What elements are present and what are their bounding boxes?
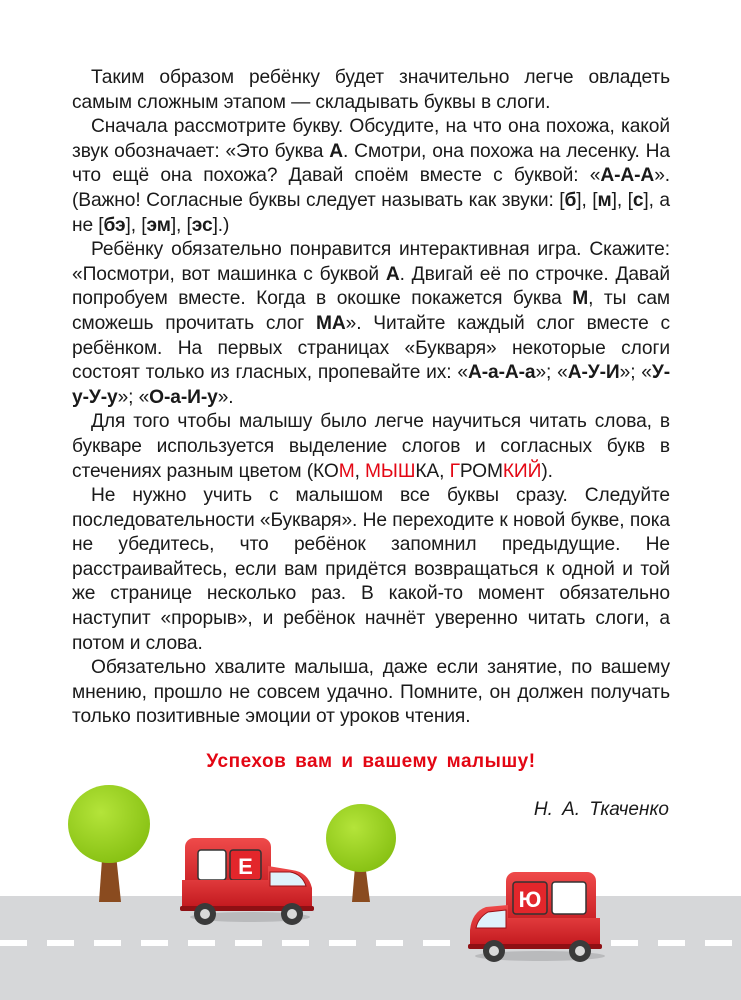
text-run: ], а не [: [72, 189, 670, 236]
paragraph-3: [72, 238, 670, 410]
text-run: ». Читайте каждый слог вместе с ребёнком. На первых страницах «Букваря» некоторые слоги состоят только из гласных, пропевайте их: «: [72, 312, 670, 384]
bold-sound: б: [564, 189, 577, 211]
paragraph-2: [72, 115, 670, 238]
tree-foliage: [326, 804, 396, 872]
bold-letter: А: [329, 140, 344, 162]
letter-car: [180, 838, 314, 925]
paragraph-5: Не нужно учить с малышом все буквы сразу. Следуйте последовательности «Букваря». Не переходите к новой букве, пока не убедитесь, что ребёнок запомнил предыдущие. Не расстраивайтесь, если вам придётся возвращаться к одной и той же странице несколько раз. В какой-то момент обязательно наступит «прорыв», и ребёнок начнёт уверенно читать слоги, а потом и слова.: [72, 485, 670, 654]
bold-syllable: А-У-И: [567, 362, 620, 384]
text-run: Для того чтобы малышу было легче научиться читать слова, в букваре используется выделение слогов и согласных букв в стечениях разным цветом (: [72, 411, 670, 482]
illustration: [0, 770, 741, 1000]
example-syllable-red: КИЙ: [502, 460, 542, 482]
text-run: ).: [541, 460, 553, 482]
bold-letter: А: [385, 263, 400, 285]
car-letter: Ю: [518, 887, 542, 912]
text-run: »; «: [117, 386, 150, 408]
example-syllable-red: М: [338, 460, 355, 482]
bold-syllable: А-А-А: [600, 165, 655, 187]
paragraph-6: Обязательно хвалите малыша, даже если занятие, по вашему мнению, прошло не совсем удачно. Помните, он должен получать только позитивные эмоции от уроков чтения.: [72, 657, 670, 728]
bold-syllable: У-у-У-у: [72, 362, 671, 408]
text-run: Ребёнку обязательно понравится интерактивная игра. Скажите: «Посмотри, вот машинка с буквой: [72, 239, 670, 285]
example-syllable: КА: [415, 460, 440, 482]
bold-sound: с: [632, 189, 644, 211]
text-run: ], [: [576, 189, 598, 211]
bold-syllable: О-а-И-у: [149, 386, 218, 408]
car-window-blank: [552, 882, 586, 914]
text-run: . Смотри, она похожа на лесенку. На что ещё она похожа? Давай споём вместе с буквой: «: [72, 140, 670, 187]
text-run: ». (Важно! Согласные буквы следует называть как звуки: [: [72, 165, 670, 211]
text-run: . Двигай её по строчке. Давай попробуем вместе. Когда в окошке покажется буква: [72, 263, 670, 310]
text-run: ], [: [170, 214, 192, 236]
body-text: [72, 66, 670, 730]
bold-syllable: А-а-А-а: [467, 362, 536, 384]
bold-sound: эс: [191, 214, 213, 236]
text-run: ».: [217, 386, 234, 408]
text-run: ], [: [611, 189, 633, 211]
text-run: »; «: [535, 362, 568, 384]
text-run: ,: [439, 460, 450, 482]
paragraph-4: [72, 410, 670, 484]
bold-syllable: МА: [316, 312, 346, 334]
bold-sound: эм: [146, 214, 171, 236]
tree-foliage: [68, 785, 150, 863]
author-signature: Н. А. Ткаченко: [533, 799, 669, 820]
bold-sound: м: [597, 189, 612, 211]
example-syllable-red: Г: [449, 460, 460, 482]
example-syllable-red: МЫШ: [365, 460, 416, 482]
text-run: »; «: [619, 362, 652, 384]
text-run: ].): [212, 214, 230, 236]
text-run: ,: [354, 460, 366, 482]
example-syllable: КО: [313, 460, 339, 482]
bold-letter: М: [572, 288, 589, 310]
car-window-blank: [198, 850, 226, 880]
car-letter: Е: [238, 854, 253, 879]
tree: [326, 804, 396, 902]
bold-sound: бэ: [103, 214, 126, 236]
text-run: ], [: [125, 214, 147, 236]
letter-car: [468, 872, 605, 962]
example-syllable: РОМ: [459, 460, 503, 482]
text-run: Сначала рассмотрите букву. Обсудите, на что она похожа, какой звук обозначает: «Это буква: [72, 116, 670, 162]
closing-wish: Успехов вам и вашему малышу!: [206, 751, 536, 772]
paragraph-1: Таким образом ребёнку будет значительно легче овладеть самым сложным этапом — складывать буквы в слоги.: [72, 67, 670, 113]
text-run: , ты сам сможешь прочитать слог: [72, 288, 670, 334]
tree: [68, 785, 150, 902]
